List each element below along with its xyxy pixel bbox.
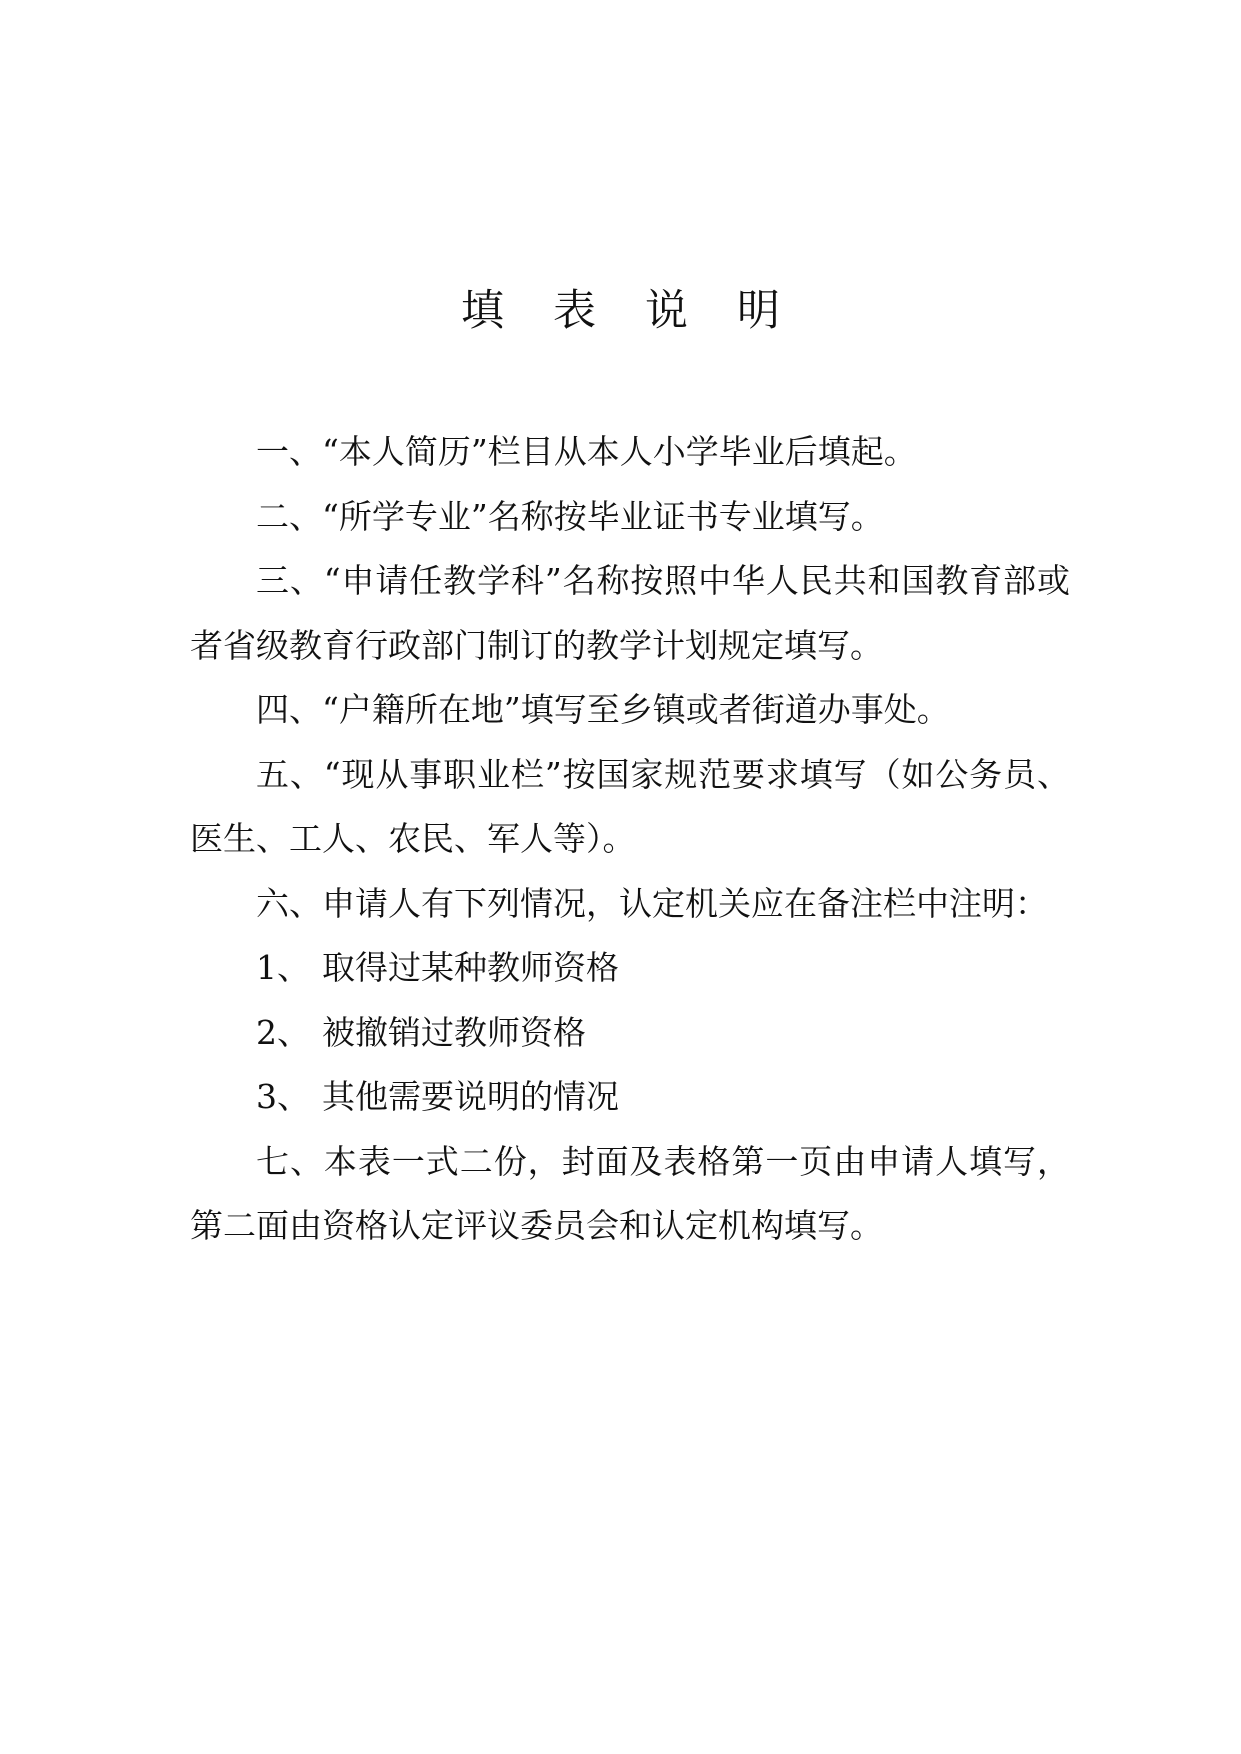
sub-item-text: 被撤销过教师资格 <box>322 1012 586 1052</box>
instruction-item-2: 二、“所学专业”名称按毕业证书专业填写。 <box>256 496 884 536</box>
instruction-item-4: 四、“户籍所在地”填写至乡镇或者街道办事处。 <box>256 690 950 729</box>
instruction-item-5: 五、“现从事职业栏”按国家规范要求填写（如公务员、医生、工人、农民、军人等）。 <box>190 754 1070 858</box>
sub-item-number: 3、 <box>256 1077 310 1116</box>
sub-item-number: 2、 <box>256 1012 310 1052</box>
sub-item-text: 其他需要说明的情况 <box>322 1077 619 1116</box>
instructions-body <box>190 420 1070 1259</box>
sub-item-3 <box>190 1065 1070 1130</box>
page-title: 填表说明 <box>461 286 829 336</box>
sub-item-text: 取得过某种教师资格 <box>322 948 619 987</box>
instruction-item-1: 一、“本人简历”栏目从本人小学毕业后填起。 <box>256 432 917 471</box>
instruction-item-7: 七、本表一式二份，封面及表格第一页由申请人填写，第二面由资格认定评议委员会和认定机构填写。 <box>190 1141 1070 1245</box>
sub-item-number: 1、 <box>256 948 310 987</box>
sub-item-1 <box>190 936 1070 1001</box>
sub-item-2 <box>190 1001 1070 1066</box>
instruction-item-6: 六、申请人有下列情况，认定机关应在备注栏中注明： <box>256 883 1048 923</box>
instruction-item-3: 三、“申请任教学科”名称按照中华人民共和国教育部或者省级教育行政部门制订的教学计划规定填写。 <box>190 561 1070 665</box>
